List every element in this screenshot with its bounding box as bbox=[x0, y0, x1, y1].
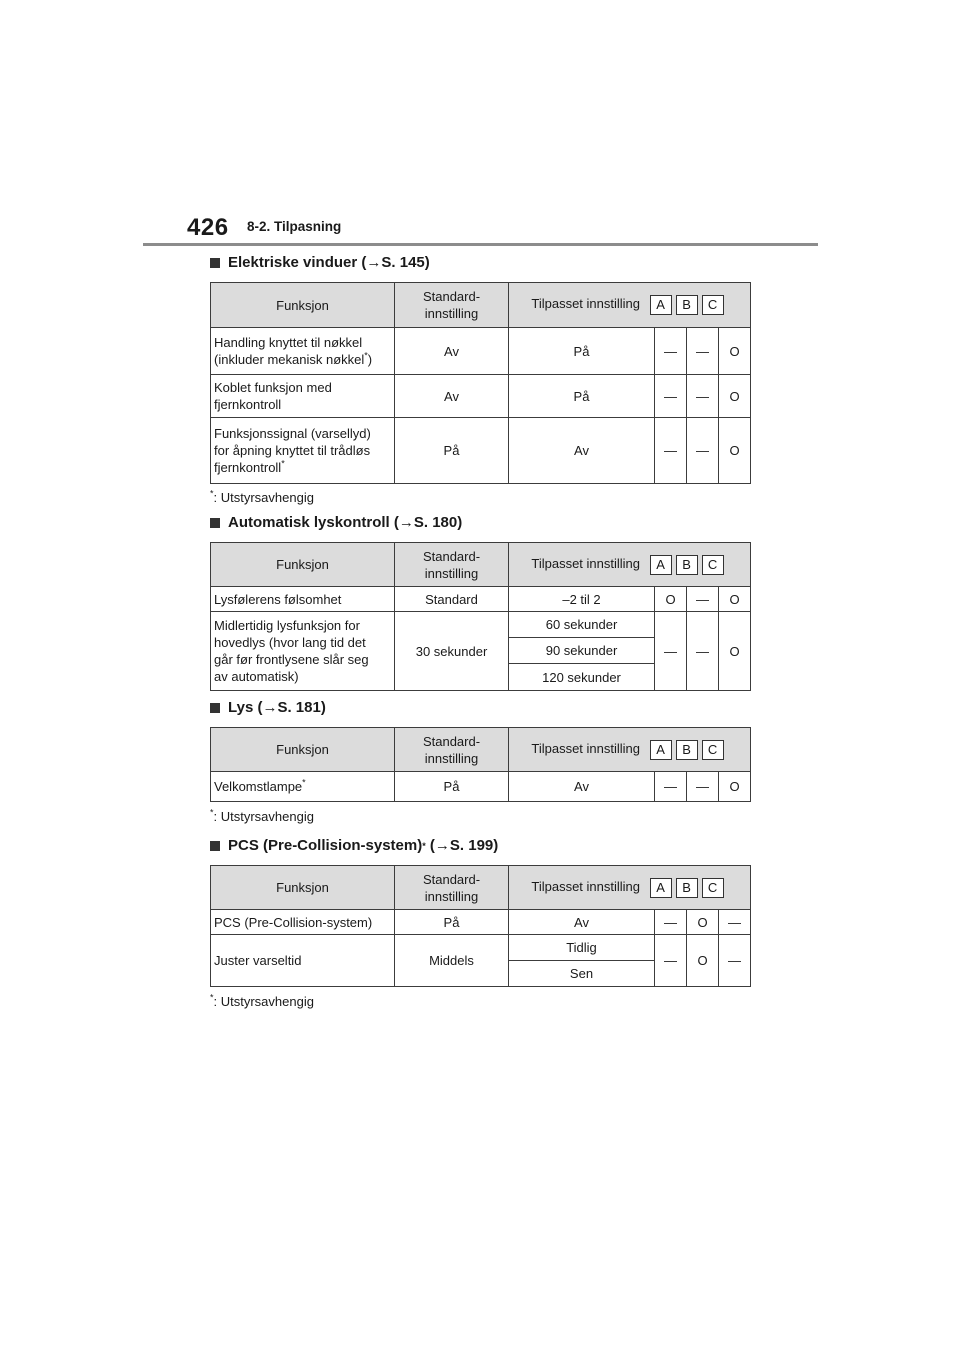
column-b-label: B bbox=[676, 555, 698, 575]
table-header-row bbox=[211, 866, 751, 910]
c-cell: — bbox=[719, 910, 751, 935]
table-header-row bbox=[211, 728, 751, 772]
page-reference[interactable]: S. 180) bbox=[413, 514, 463, 531]
c-cell: O bbox=[719, 375, 751, 418]
custom-cell: Sen bbox=[509, 961, 655, 987]
lights-table bbox=[210, 727, 751, 802]
header-default: Standard- innstilling bbox=[395, 543, 509, 587]
footnote: *: Utstyrsavhengig bbox=[210, 488, 314, 505]
column-a-label: A bbox=[650, 878, 672, 898]
header-custom: Tilpasset innstilling A B C bbox=[509, 543, 751, 587]
column-b-label: B bbox=[676, 295, 698, 315]
table-header-row bbox=[211, 543, 751, 587]
footnote: *: Utstyrsavhengig bbox=[210, 992, 314, 1009]
c-cell: O bbox=[719, 587, 751, 612]
header-function: Funksjon bbox=[211, 728, 395, 772]
a-cell: — bbox=[655, 418, 687, 484]
custom-cell: 60 sekunder bbox=[509, 612, 655, 638]
b-cell: — bbox=[687, 587, 719, 612]
default-cell: På bbox=[395, 910, 509, 935]
function-cell: Velkomstlampe* bbox=[211, 772, 395, 802]
custom-cell: 90 sekunder bbox=[509, 638, 655, 664]
section-heading-windows: Elektriske vinduer ( → S. 145) bbox=[210, 254, 430, 271]
header-function: Funksjon bbox=[211, 866, 395, 910]
function-cell: Handling knyttet til nøkkel (inkluder mekanisk nøkkel*) bbox=[211, 328, 395, 375]
custom-cell: 120 sekunder bbox=[509, 664, 655, 691]
auto-light-table bbox=[210, 542, 751, 691]
a-cell: — bbox=[655, 612, 687, 691]
column-b-label: B bbox=[676, 878, 698, 898]
arrow-icon: → bbox=[366, 254, 382, 271]
b-cell: — bbox=[687, 328, 719, 375]
c-cell: O bbox=[719, 328, 751, 375]
b-cell: — bbox=[687, 375, 719, 418]
section-heading-pcs: PCS (Pre-Collision-system) * ( → S. 199) bbox=[210, 837, 498, 854]
a-cell: O bbox=[655, 587, 687, 612]
table-row bbox=[211, 587, 751, 612]
square-bullet-icon bbox=[210, 258, 220, 268]
c-cell: O bbox=[719, 772, 751, 802]
default-cell: På bbox=[395, 772, 509, 802]
default-cell: Av bbox=[395, 328, 509, 375]
c-cell: O bbox=[719, 418, 751, 484]
section-heading-auto-light: Automatisk lyskontroll ( → S. 180) bbox=[210, 514, 462, 531]
custom-cell: Av bbox=[509, 418, 655, 484]
header-default: Standard- innstilling bbox=[395, 866, 509, 910]
column-a-label: A bbox=[650, 555, 672, 575]
a-cell: — bbox=[655, 772, 687, 802]
function-cell: Funksjonssignal (varsellyd) for åpning knyttet til trådløs fjernkontroll* bbox=[211, 418, 395, 484]
table-row bbox=[211, 935, 751, 961]
column-c-label: C bbox=[702, 878, 724, 898]
column-a-label: A bbox=[650, 295, 672, 315]
header-function: Funksjon bbox=[211, 283, 395, 328]
default-cell: På bbox=[395, 418, 509, 484]
header-default: Standard- innstilling bbox=[395, 283, 509, 328]
arrow-icon: → bbox=[398, 514, 414, 531]
table-row bbox=[211, 772, 751, 802]
default-cell: Standard bbox=[395, 587, 509, 612]
column-b-label: B bbox=[676, 740, 698, 760]
table-header-row bbox=[211, 283, 751, 328]
page-reference[interactable]: S. 181) bbox=[277, 699, 326, 716]
column-c-label: C bbox=[702, 295, 724, 315]
pcs-table bbox=[210, 865, 751, 987]
footnote: *: Utstyrsavhengig bbox=[210, 807, 314, 824]
table-row bbox=[211, 910, 751, 935]
c-cell: O bbox=[719, 612, 751, 691]
header-function: Funksjon bbox=[211, 543, 395, 587]
custom-cell: –2 til 2 bbox=[509, 587, 655, 612]
header-custom: Tilpasset innstilling A B C bbox=[509, 728, 751, 772]
column-a-label: A bbox=[650, 740, 672, 760]
page-number: 426 bbox=[187, 214, 229, 241]
a-cell: — bbox=[655, 935, 687, 987]
table-row bbox=[211, 418, 751, 484]
function-cell: Koblet funksjon med fjernkontroll bbox=[211, 375, 395, 418]
a-cell: — bbox=[655, 910, 687, 935]
a-cell: — bbox=[655, 375, 687, 418]
table-row bbox=[211, 375, 751, 418]
default-cell: Av bbox=[395, 375, 509, 418]
b-cell: — bbox=[687, 612, 719, 691]
header-custom: Tilpasset innstilling A B C bbox=[509, 866, 751, 910]
custom-cell: Av bbox=[509, 772, 655, 802]
square-bullet-icon bbox=[210, 518, 220, 528]
function-cell: Midlertidig lysfunksjon for hovedlys (hvor lang tid det går før frontlysene slår seg av automatisk) bbox=[211, 612, 395, 691]
column-c-label: C bbox=[702, 740, 724, 760]
default-cell: Middels bbox=[395, 935, 509, 987]
b-cell: O bbox=[687, 935, 719, 987]
c-cell: — bbox=[719, 935, 751, 987]
square-bullet-icon bbox=[210, 703, 220, 713]
column-c-label: C bbox=[702, 555, 724, 575]
section-heading-lights: Lys ( → S. 181) bbox=[210, 699, 326, 716]
arrow-icon: → bbox=[434, 837, 450, 854]
function-cell: Lysfølerens følsomhet bbox=[211, 587, 395, 612]
b-cell: — bbox=[687, 772, 719, 802]
custom-cell: På bbox=[509, 375, 655, 418]
default-cell: 30 sekunder bbox=[395, 612, 509, 691]
page-reference[interactable]: S. 145) bbox=[381, 254, 430, 271]
function-cell: PCS (Pre-Collision-system) bbox=[211, 910, 395, 935]
custom-cell: Av bbox=[509, 910, 655, 935]
windows-table bbox=[210, 282, 751, 484]
table-row bbox=[211, 328, 751, 375]
square-bullet-icon bbox=[210, 841, 220, 851]
custom-cell: Tidlig bbox=[509, 935, 655, 961]
arrow-icon: → bbox=[262, 699, 278, 716]
table-row bbox=[211, 612, 751, 638]
header-custom: Tilpasset innstilling A B C bbox=[509, 283, 751, 328]
custom-cell: På bbox=[509, 328, 655, 375]
page-reference[interactable]: S. 199) bbox=[449, 837, 499, 854]
a-cell: — bbox=[655, 328, 687, 375]
header-default: Standard- innstilling bbox=[395, 728, 509, 772]
function-cell: Juster varseltid bbox=[211, 935, 395, 987]
chapter-title: 8-2. Tilpasning bbox=[247, 219, 342, 234]
header-divider bbox=[143, 243, 818, 246]
b-cell: — bbox=[687, 418, 719, 484]
b-cell: O bbox=[687, 910, 719, 935]
